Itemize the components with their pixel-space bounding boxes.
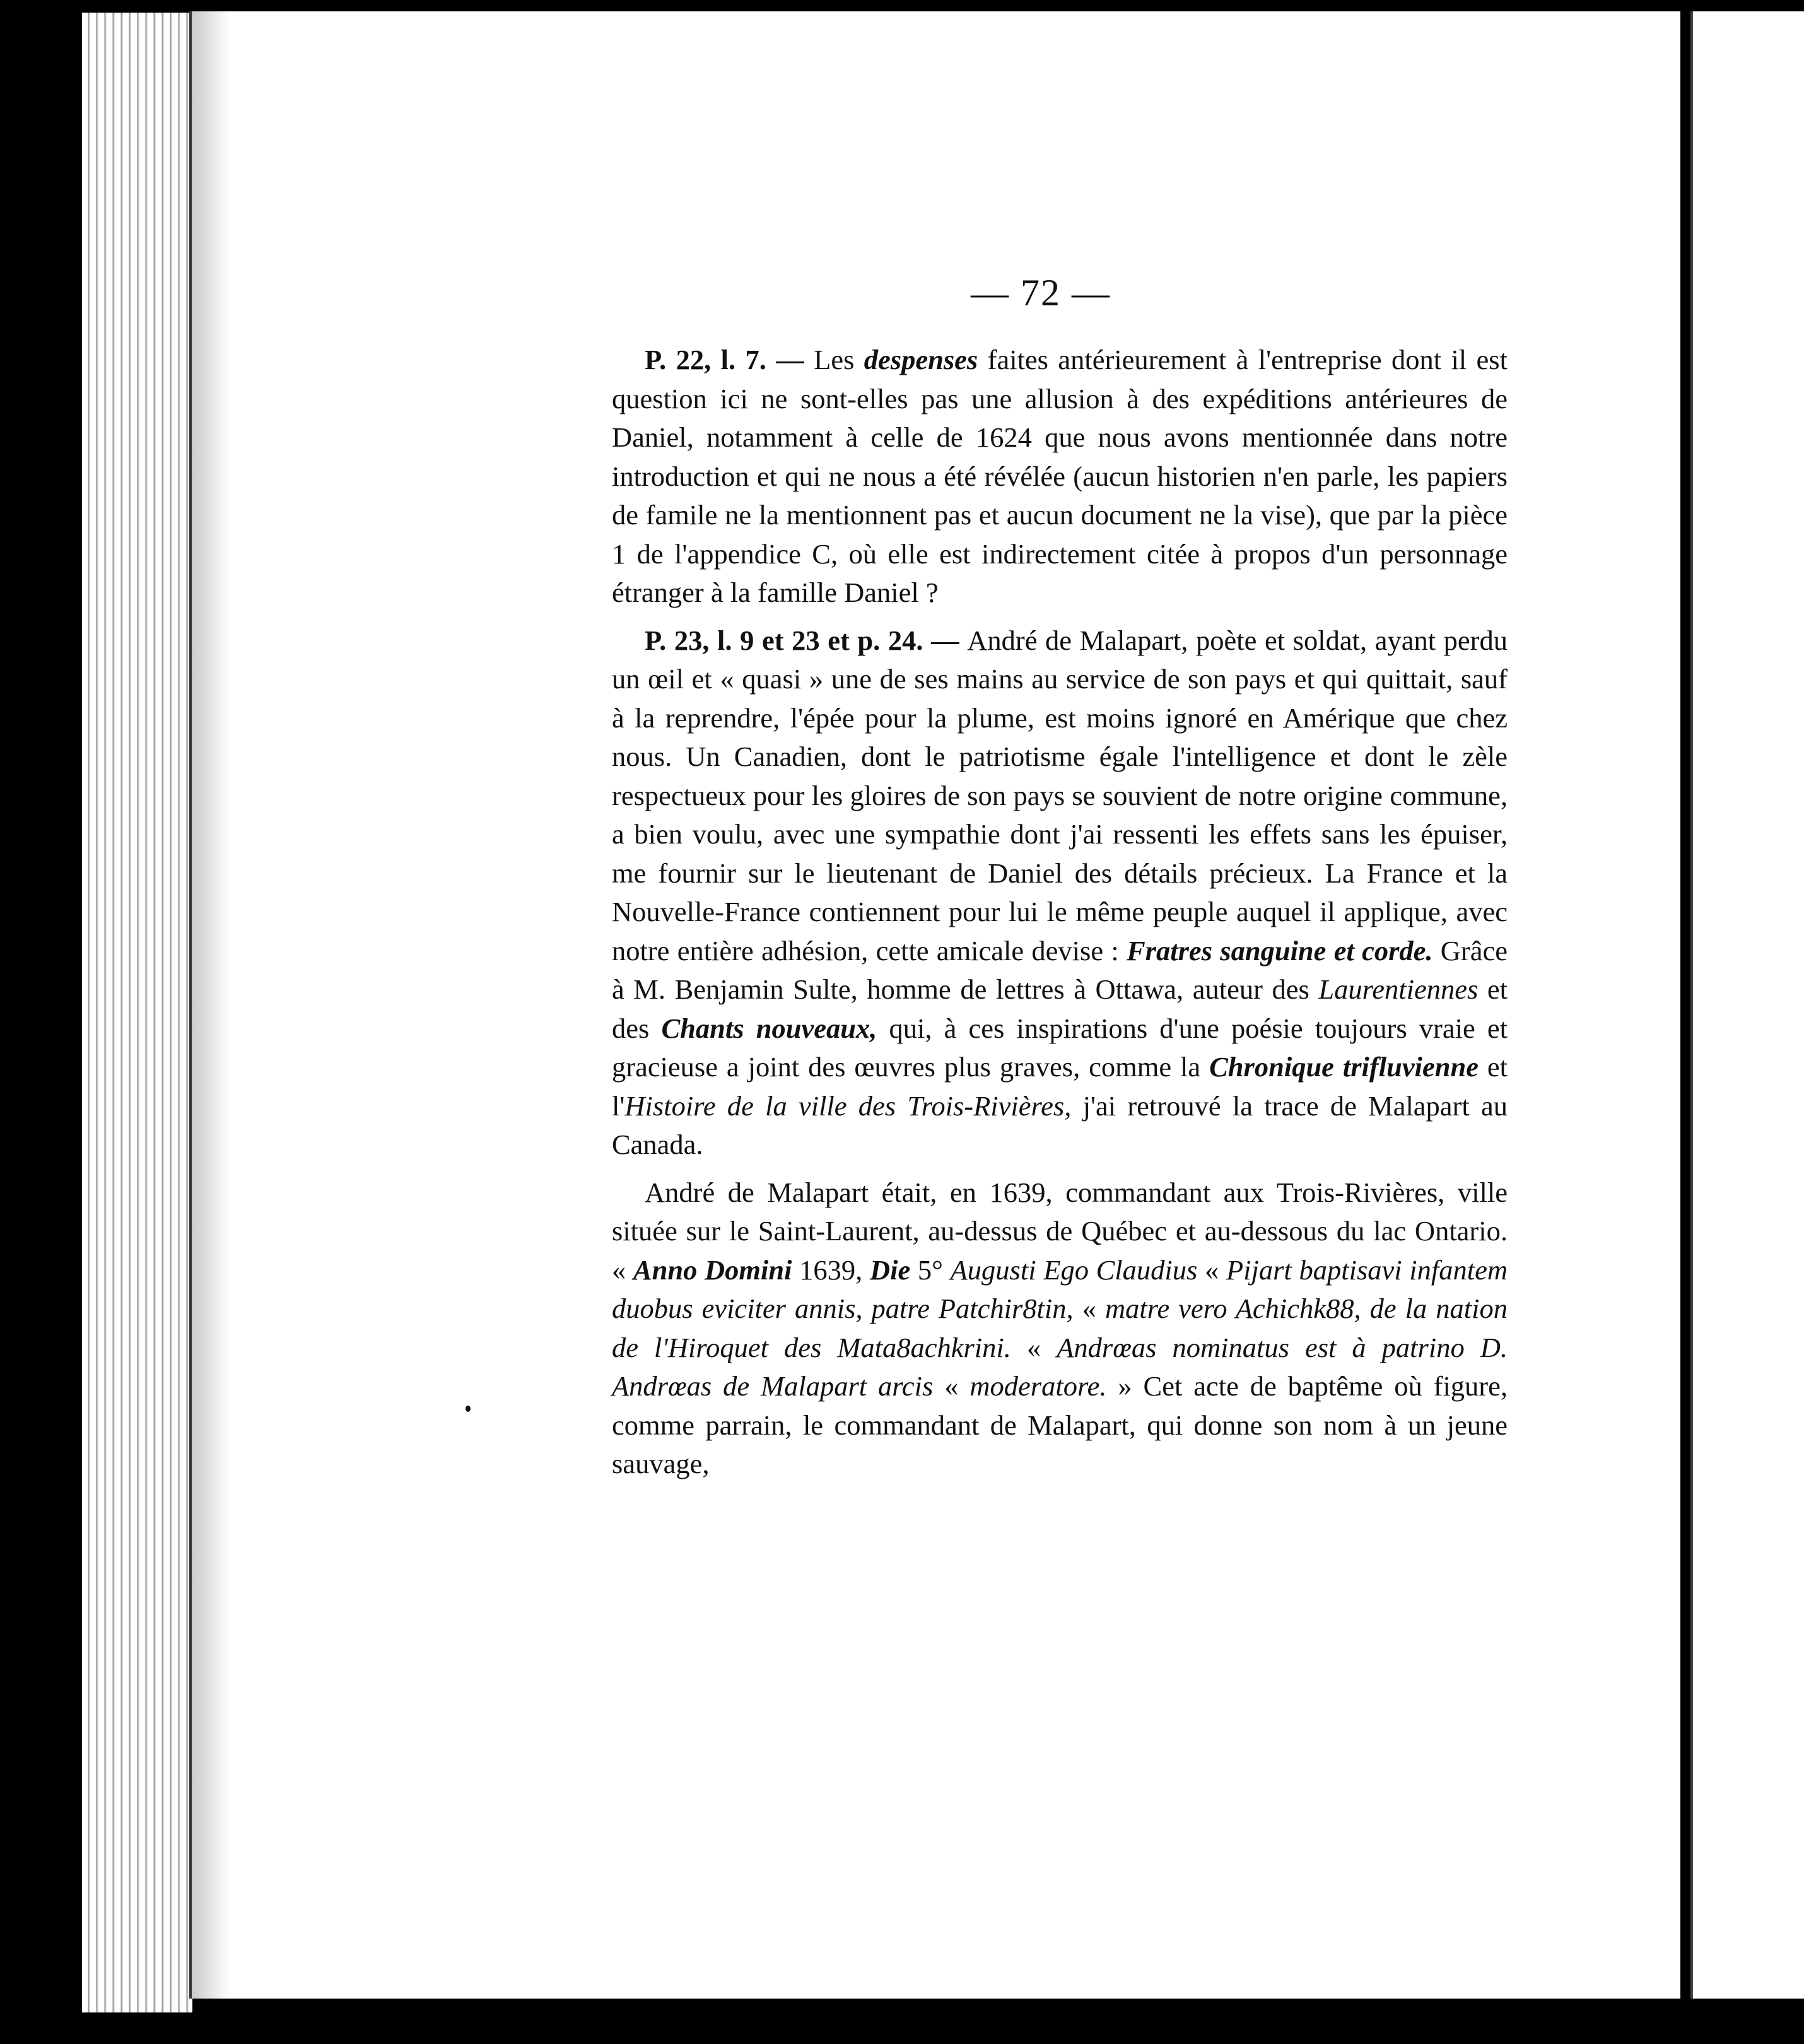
text-run: et l' [612, 1051, 1508, 1122]
page-gutter-shadow [192, 11, 230, 1999]
latin-quote: matre vero Achichk88, [1104, 1293, 1361, 1324]
page-number: — 72 — [971, 272, 1111, 314]
italic-motto: Fratres sanguine et corde. [1127, 934, 1433, 966]
page-text [612, 341, 1508, 1484]
book-title: Chronique trifluvienne [1209, 1051, 1479, 1083]
latin-quote: Die [869, 1254, 911, 1286]
paragraph-baptism [612, 1173, 1508, 1484]
text-run: 1639, [792, 1254, 870, 1286]
text-run: et des [612, 973, 1508, 1044]
book-title: Histoire de la ville des Trois-Rivières, [624, 1090, 1072, 1122]
text-run: faites antérieurement à l'entreprise dont il est question ici ne sont-elles pas une allusion à des expéditions antérieures de Daniel, notamment à celle de 1624 que nous avons mentionnée dans notre introduction et qui ne nous a été révélée (aucun historien n'en parle, les papiers de famile ne la mentionnent pas et aucun document ne la vise), que par la pièce 1 de l'appendice C, où elle est indirectement citée à propos d'un personnage étranger à la famille Daniel ? [612, 344, 1508, 608]
paragraph-despenses [612, 341, 1508, 613]
text-run: « [1073, 1293, 1105, 1324]
text-run: Les [814, 344, 864, 375]
latin-quote: Andrœas nominatus est à patrino D. Andrœas de Malapart arcis [612, 1331, 1508, 1402]
italic-term: despenses [864, 344, 978, 375]
text-run: André de Malapart était, en 1639, commandant aux Trois-Rivières, ville située sur le Saint-Laurent, au-dessus de Québec et au-dessous du lac Ontario. « [612, 1176, 1508, 1286]
book-title: Chants nouveaux, [661, 1012, 877, 1044]
text-run: Grâce à M. Benjamin Sulte, homme de lettres à Ottawa, auteur des [612, 934, 1508, 1005]
latin-quote: Pijart baptisavi infantem duobus eviciter annis, patre Patchir8tin, [612, 1254, 1508, 1324]
text-run: « [1010, 1331, 1057, 1363]
latin-quote: Augusti Ego Claudius [950, 1254, 1198, 1286]
text-run: qui, à ces inspirations d'une poésie toujours vraie et gracieuse a joint des œuvres plus graves, comme la [612, 1012, 1508, 1083]
ink-dot [466, 1406, 471, 1412]
book-title: Laurentiennes [1318, 973, 1479, 1005]
text-run: « [1197, 1254, 1226, 1286]
text-run [1361, 1293, 1370, 1324]
text-run: André de Malapart, poète et soldat, ayant perdu un œil et « quasi » une de ses mains au service de son pays et qui quittait, sauf à la reprendre, l'épée pour la plume, est moins ignoré en Amérique que chez nous. Un Canadien, dont le patriotisme égale l'intelligence et dont le zèle respectueux pour les gloires de son pays se souvient de notre origine commune, a bien voulu, avec une sympathie dont j'ai ressenti les effets sans les épuiser, me fournir sur le lieutenant de Daniel des détails précieux. La France et la Nouvelle-France contiennent pour lui le même peuple auquel il applique, avec notre entière adhésion, cette amicale devise : [612, 624, 1508, 966]
text-run: j'ai retrouvé la trace de Malapart au Canada. [612, 1090, 1508, 1160]
facing-page-edge [1690, 11, 1804, 1999]
paragraph-malapart [612, 621, 1508, 1165]
text-run: 5° [910, 1254, 951, 1286]
text-run: « [933, 1370, 970, 1402]
latin-quote: Anno Domini [633, 1254, 792, 1286]
latin-quote: de la nation de l'Hiroquet des Mata8achkrini. [612, 1293, 1508, 1363]
page-reference: P. 22, l. 7. — [645, 344, 814, 375]
latin-quote: moderatore. [969, 1370, 1107, 1402]
page-reference: P. 23, l. 9 et 23 et p. 24. — [645, 624, 968, 656]
book-page-edges [82, 13, 192, 2012]
text-run: » Cet acte de baptême où figure, comme parrain, le commandant de Malapart, qui donne son nom à un jeune sauvage, [612, 1370, 1508, 1479]
